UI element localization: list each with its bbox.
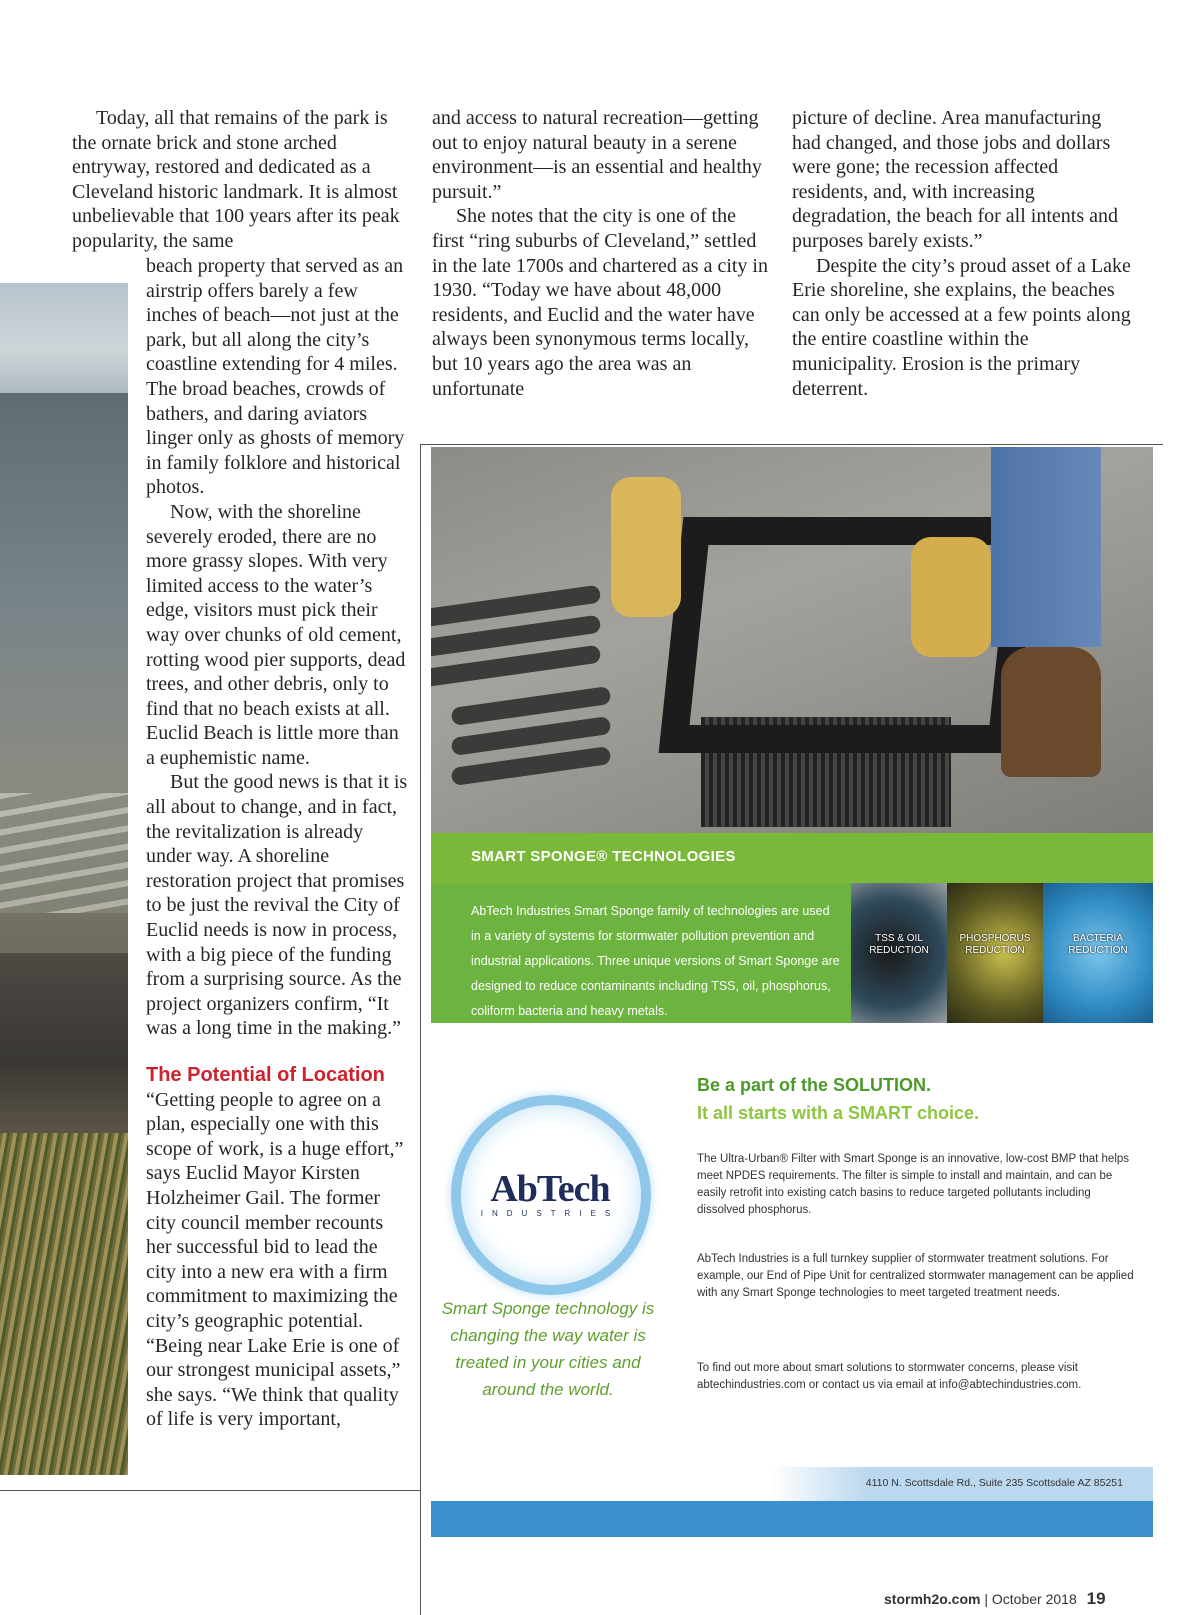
ad-photo-catch-basin bbox=[431, 447, 1153, 833]
shoreline-photo bbox=[0, 283, 128, 1475]
article-column-1 bbox=[146, 254, 408, 1432]
band-title-bar bbox=[431, 833, 1153, 883]
photo-rocks bbox=[0, 953, 128, 1133]
ad-phone: 480-874-4000 or 1-800-545-8999 bbox=[967, 1545, 1123, 1557]
article-column-1-top bbox=[72, 106, 402, 254]
ad-tagline: Smart Sponge technology is changing the way water is treated in your cities and around the world. bbox=[441, 1299, 655, 1399]
tile-tss-oil bbox=[851, 883, 947, 1023]
ad-address: 4110 N. Scottsdale Rd., Suite 235 Scottsdale AZ 85251 bbox=[865, 1477, 1123, 1489]
ad-headline: Be a part of the SOLUTION. bbox=[697, 1075, 932, 1095]
folio-site: stormh2o.com bbox=[884, 1591, 981, 1607]
folio-separator: | bbox=[984, 1591, 992, 1607]
section-subhead: The Potential of Location bbox=[146, 1064, 385, 1086]
ad-paragraph: To find out more about smart solutions to stormwater concerns, please visit abtechindustries.com or contact us via email at info@abtechindustries.com. bbox=[697, 1362, 1082, 1391]
folio-issue: October 2018 bbox=[991, 1591, 1077, 1607]
article-paragraph: But the good news is that it is all about to change, and in fact, the revitalization is already under way. A shoreline restoration project that promises to be just the revival the City of Euclid needs is now in process, with a big piece of the funding from a surprising source. As the project organizers confirm, “It was a long time in the making.” bbox=[146, 771, 408, 1040]
tile-label: BACTERIA REDUCTION bbox=[1068, 933, 1128, 956]
tile-phosphorus bbox=[947, 883, 1043, 1023]
article-paragraph: Now, with the shoreline severely eroded, there are no more grassy slopes. With very limited access to the water’s edge, visitors must pick their way over chunks of old cement, rotting wood pier supports, dead trees, and other debris, only to find that no beach exists at all. Euclid Beach is little more than a euphemistic name. bbox=[146, 500, 406, 769]
smart-sponge-band bbox=[431, 833, 1153, 1023]
glove-left bbox=[611, 477, 681, 617]
band-title: SMART SPONGE® TECHNOLOGIES bbox=[471, 848, 736, 865]
article-paragraph: beach property that served as an airstrip offers barely a few inches of beach—not just at the park, but all along the city’s coastline extending for 4 miles. The broad beaches, crowds of bathers, and daring aviators linger only as ghosts of memory in family folklore and historical photos. bbox=[146, 255, 405, 499]
article-paragraph: Despite the city’s proud asset of a Lake Erie shoreline, she explains, the beaches can only be accessed at a few points along the entire coastline within the municipality. Erosion is the primary deterrent. bbox=[792, 254, 1131, 400]
article-paragraph: “Getting people to agree on a plan, especially one with this scope of work, is a huge effort,” says Euclid Mayor Kirsten Holzheimer Gail. The former city council member recounts her successful bid to lead the city into a new era with a firm commitment to maximizing the city’s geographic potential. “Being near Lake Erie is one of our strongest municipal assets,” she says. “We think that quality of life is very important, bbox=[146, 1088, 404, 1431]
abtech-advertisement bbox=[420, 444, 1163, 1615]
divider-rule bbox=[0, 1490, 420, 1491]
contact-band bbox=[431, 1467, 1153, 1557]
article-paragraph: picture of decline. Area manufacturing had changed, and those jobs and dollars were gone; the recession affected residents, and, with increasing degradation, the beach for all intents and purposes barely exists.” bbox=[792, 107, 1118, 252]
band-body bbox=[431, 883, 851, 1023]
phone-strip bbox=[431, 1501, 1153, 1557]
article-paragraph: Today, all that remains of the park is the ornate brick and stone arched entryway, restored and dedicated as a Cleveland historic landmark. It is almost unbelievable that 100 years after its peak popularity, the same bbox=[72, 107, 400, 252]
article-paragraph: and access to natural recreation—getting out to enjoy natural beauty in a serene environment—is an essential and healthy pursuit.” bbox=[432, 107, 762, 203]
article-column-2 bbox=[432, 106, 772, 401]
photo-waves bbox=[0, 793, 128, 913]
photo-grass bbox=[0, 1133, 128, 1475]
page-folio bbox=[884, 1589, 1106, 1609]
band-text: AbTech Industries Smart Sponge family of technologies are used in a variety of systems for stormwater pollution prevention and industrial applications. Three unique versions of Smart Sponge are designed to reduce contaminants including TSS, oil, phosphorus, coliform bacteria and heavy metals. bbox=[471, 904, 840, 1018]
work-boot bbox=[1001, 647, 1101, 777]
tile-label: TSS & OIL REDUCTION bbox=[869, 933, 929, 956]
address-strip bbox=[771, 1467, 1153, 1501]
tile-bacteria bbox=[1043, 883, 1153, 1023]
article-column-3 bbox=[792, 106, 1132, 401]
ad-paragraph: The Ultra-Urban® Filter with Smart Sponge is an innovative, low-cost BMP that helps meet NPDES requirements. The filter is simple to install and maintain, and can be easily retrofit into existing catch basins to reduce targeted pollutants including dissolved phosphorus. bbox=[697, 1153, 1130, 1216]
tile-label: PHOSPHORUS REDUCTION bbox=[959, 933, 1031, 956]
ad-subheadline: It all starts with a SMART choice. bbox=[697, 1103, 980, 1123]
article-paragraph: She notes that the city is one of the first “ring suburbs of Cleveland,” settled in the late 1700s and chartered as a city in 1930. “Today we have about 48,000 residents, and Euclid and the water have always been synonymous terms locally, but 10 years ago the area was an unfortunate bbox=[432, 205, 768, 400]
glove-right bbox=[911, 537, 991, 657]
worker-legs bbox=[991, 447, 1101, 647]
ad-paragraph: AbTech Industries is a full turnkey supplier of stormwater treatment solutions. For example, our End of Pipe Unit for centralized stormwater management can be applied with any Smart Sponge technologies to meet targeted treatment needs. bbox=[697, 1253, 1134, 1299]
abtech-logo: AbTech bbox=[490, 1168, 610, 1210]
abtech-logo-subtitle: INDUSTRIES bbox=[480, 1209, 620, 1218]
photo-sky bbox=[0, 283, 128, 393]
page-number: 19 bbox=[1086, 1589, 1106, 1608]
